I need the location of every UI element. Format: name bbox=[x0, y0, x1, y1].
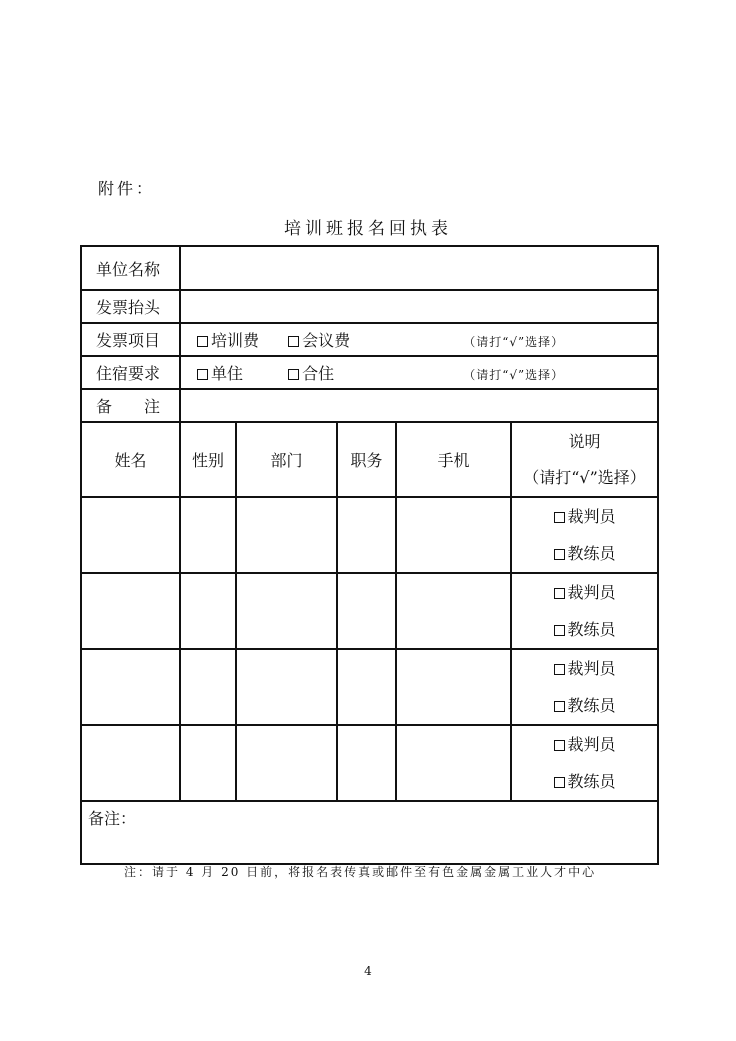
invoice-option-meeting[interactable] bbox=[288, 328, 458, 351]
remarks-field[interactable] bbox=[180, 389, 658, 422]
bottom-remark-field[interactable] bbox=[81, 801, 658, 864]
participant-position-cell[interactable] bbox=[337, 573, 396, 649]
invoice-option-training-label: 培训费 bbox=[211, 331, 260, 350]
lodging-options bbox=[180, 356, 658, 389]
checkbox-icon[interactable] bbox=[554, 512, 565, 523]
unit-name-row bbox=[81, 246, 658, 290]
role-coach-label: 教练员 bbox=[567, 544, 616, 563]
checkbox-icon[interactable] bbox=[554, 588, 565, 599]
participant-gender-cell[interactable] bbox=[180, 573, 236, 649]
lodging-option-shared[interactable] bbox=[288, 361, 458, 384]
participant-row bbox=[81, 725, 658, 801]
participant-role-cell bbox=[511, 573, 658, 649]
registration-form-table bbox=[80, 245, 659, 865]
lodging-option-single-label: 单住 bbox=[211, 364, 244, 383]
participant-role-cell bbox=[511, 497, 658, 573]
role-option-coach[interactable] bbox=[512, 763, 657, 800]
invoice-item-hint: （请打“√”选择） bbox=[463, 335, 565, 349]
form-title: 培训班报名回执表 bbox=[284, 219, 452, 239]
checkbox-icon[interactable] bbox=[554, 701, 565, 712]
invoice-option-training[interactable] bbox=[197, 328, 283, 351]
lodging-option-single[interactable] bbox=[197, 361, 283, 384]
participant-header-row bbox=[81, 422, 658, 497]
participant-gender-cell[interactable] bbox=[180, 725, 236, 801]
role-option-referee[interactable] bbox=[512, 726, 657, 763]
role-option-referee[interactable] bbox=[512, 498, 657, 535]
invoice-item-options bbox=[180, 323, 658, 356]
participant-phone-cell[interactable] bbox=[396, 573, 511, 649]
lodging-row bbox=[81, 356, 658, 389]
unit-name-label: 单位名称 bbox=[81, 246, 180, 290]
header-department: 部门 bbox=[236, 422, 337, 497]
header-note-hint: （请打“√”选择） bbox=[523, 468, 646, 487]
role-coach-label: 教练员 bbox=[567, 620, 616, 639]
checkbox-icon[interactable] bbox=[197, 369, 208, 380]
checkbox-icon[interactable] bbox=[554, 777, 565, 788]
header-note-title: 说明 bbox=[568, 432, 601, 451]
participant-row bbox=[81, 497, 658, 573]
role-option-coach[interactable] bbox=[512, 535, 657, 572]
invoice-header-label: 发票抬头 bbox=[81, 290, 180, 323]
invoice-item-row bbox=[81, 323, 658, 356]
participant-position-cell[interactable] bbox=[337, 725, 396, 801]
checkbox-icon[interactable] bbox=[554, 740, 565, 751]
participant-department-cell[interactable] bbox=[236, 497, 337, 573]
unit-name-field[interactable] bbox=[180, 246, 658, 290]
role-coach-label: 教练员 bbox=[567, 696, 616, 715]
participant-name-cell[interactable] bbox=[81, 497, 180, 573]
checkbox-icon[interactable] bbox=[554, 664, 565, 675]
role-option-referee[interactable] bbox=[512, 650, 657, 687]
remarks-row bbox=[81, 389, 658, 422]
invoice-option-meeting-label: 会议费 bbox=[302, 331, 351, 350]
participant-name-cell[interactable] bbox=[81, 725, 180, 801]
role-referee-label: 裁判员 bbox=[567, 583, 616, 602]
participant-gender-cell[interactable] bbox=[180, 649, 236, 725]
header-position: 职务 bbox=[337, 422, 396, 497]
role-referee-label: 裁判员 bbox=[567, 507, 616, 526]
participant-phone-cell[interactable] bbox=[396, 497, 511, 573]
participant-role-cell bbox=[511, 725, 658, 801]
lodging-label: 住宿要求 bbox=[81, 356, 180, 389]
participant-name-cell[interactable] bbox=[81, 573, 180, 649]
participant-phone-cell[interactable] bbox=[396, 649, 511, 725]
participant-gender-cell[interactable] bbox=[180, 497, 236, 573]
role-option-coach[interactable] bbox=[512, 611, 657, 648]
invoice-header-field[interactable] bbox=[180, 290, 658, 323]
participant-department-cell[interactable] bbox=[236, 725, 337, 801]
role-option-referee[interactable] bbox=[512, 574, 657, 611]
participant-phone-cell[interactable] bbox=[396, 725, 511, 801]
role-coach-label: 教练员 bbox=[567, 772, 616, 791]
checkbox-icon[interactable] bbox=[288, 336, 299, 347]
participant-department-cell[interactable] bbox=[236, 573, 337, 649]
participant-role-cell bbox=[511, 649, 658, 725]
header-name: 姓名 bbox=[81, 422, 180, 497]
page-number: 4 bbox=[364, 964, 372, 978]
bottom-remark-label: 备注： bbox=[88, 809, 137, 828]
participant-department-cell[interactable] bbox=[236, 649, 337, 725]
lodging-hint: （请打“√”选择） bbox=[463, 368, 565, 382]
checkbox-icon[interactable] bbox=[197, 336, 208, 347]
remarks-label: 备 注 bbox=[81, 389, 180, 422]
checkbox-icon[interactable] bbox=[554, 549, 565, 560]
bottom-remark-row bbox=[81, 801, 658, 864]
lodging-option-shared-label: 合住 bbox=[302, 364, 335, 383]
header-phone: 手机 bbox=[396, 422, 511, 497]
participant-position-cell[interactable] bbox=[337, 497, 396, 573]
invoice-header-row bbox=[81, 290, 658, 323]
participant-row bbox=[81, 649, 658, 725]
role-referee-label: 裁判员 bbox=[567, 735, 616, 754]
invoice-item-label: 发票项目 bbox=[81, 323, 180, 356]
header-gender: 性别 bbox=[180, 422, 236, 497]
checkbox-icon[interactable] bbox=[288, 369, 299, 380]
participant-position-cell[interactable] bbox=[337, 649, 396, 725]
footnote: 注：请于 4 月 20 日前，将报名表传真或邮件至有色金属金属工业人才中心 bbox=[124, 865, 597, 879]
checkbox-icon[interactable] bbox=[554, 625, 565, 636]
participant-name-cell[interactable] bbox=[81, 649, 180, 725]
role-referee-label: 裁判员 bbox=[567, 659, 616, 678]
role-option-coach[interactable] bbox=[512, 687, 657, 724]
attachment-label: 附件： bbox=[98, 179, 156, 198]
participant-row bbox=[81, 573, 658, 649]
header-note bbox=[511, 422, 658, 497]
